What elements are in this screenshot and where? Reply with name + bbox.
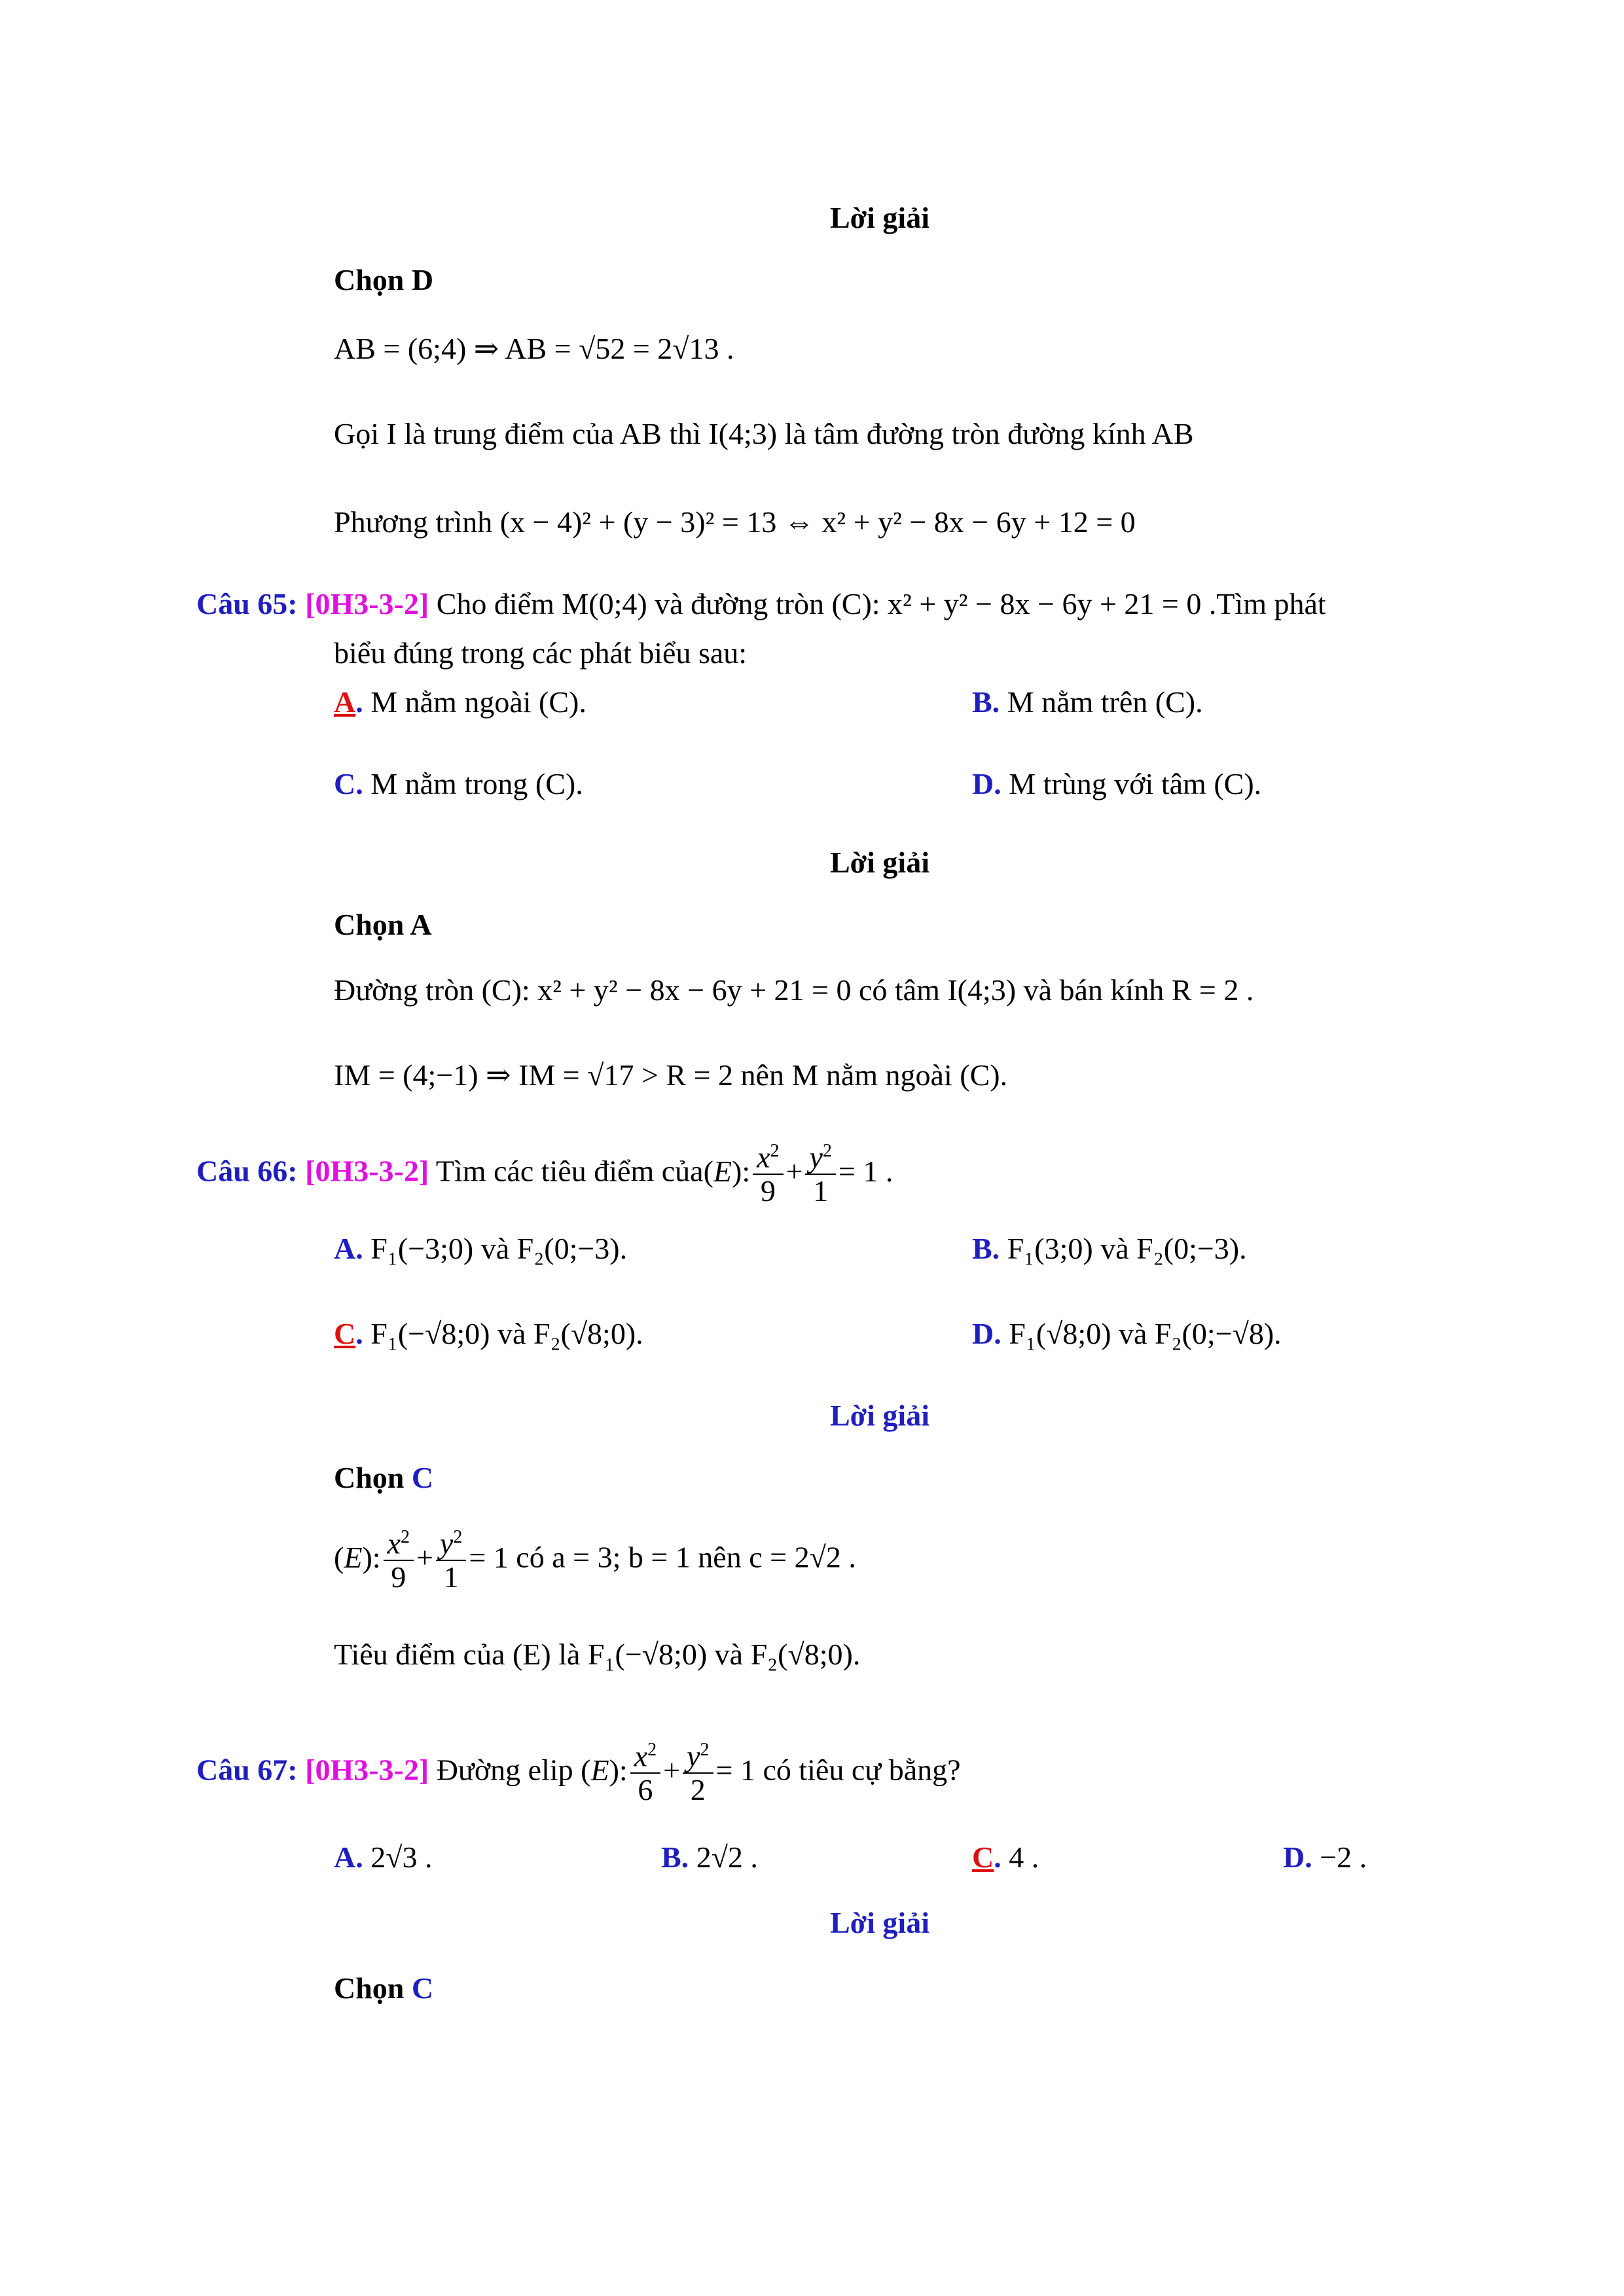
- option-key: A: [334, 685, 356, 719]
- option-key: A.: [334, 1840, 363, 1874]
- option-key: C: [972, 1840, 994, 1874]
- question-text-cont: biểu đúng trong các phát biểu sau:: [334, 636, 748, 670]
- solution-line: IM = (4;−1) ⇒ IM = √17 > R = 2 nên M nằm ngoài (C).: [334, 1058, 1008, 1092]
- solution-text: có a = 3; b = 1 nên c = 2√2 .: [516, 1540, 856, 1574]
- question-code: [0H3-3-2]: [305, 1154, 429, 1188]
- option-key: D.: [972, 767, 1001, 800]
- solution-line: [334, 1528, 856, 1592]
- option-key: B.: [661, 1840, 689, 1874]
- option-text: M trùng với tâm (C).: [1009, 767, 1262, 800]
- chosen-answer: Chọn A: [334, 908, 432, 941]
- option-key: C.: [334, 767, 363, 800]
- option-d[interactable]: [972, 1319, 1282, 1349]
- solution-line: Gọi I là trung điểm của AB thì I(4;3) là tâm đường tròn đường kính AB: [334, 417, 1194, 450]
- choose-prefix: Chọn: [334, 1971, 405, 2005]
- option-text: 2√3 .: [370, 1840, 433, 1874]
- option-key: D.: [1283, 1840, 1312, 1874]
- solution-heading: Lời giải: [830, 1906, 929, 1939]
- question-67: [196, 1741, 961, 1805]
- option-key: B.: [972, 1232, 1000, 1265]
- option-c[interactable]: [334, 769, 583, 799]
- option-d[interactable]: [972, 769, 1261, 799]
- question-label: Câu 67:: [196, 1753, 298, 1787]
- solution-heading: Lời giải: [830, 1399, 929, 1432]
- option-d[interactable]: [1283, 1842, 1367, 1873]
- question-66: [196, 1142, 893, 1206]
- option-text: F₁(−√8;0) và F₂(√8;0).: [370, 1317, 643, 1350]
- option-a[interactable]: A. M nằm ngoài (C).: [334, 685, 586, 719]
- chosen-answer: [334, 1973, 433, 2003]
- solution-line: Đường tròn (C): x² + y² − 8x − 6y + 21 = 0 có tâm I(4;3) và bán kính R = 2 .: [334, 973, 1254, 1007]
- question-code: [0H3-3-2]: [305, 587, 429, 620]
- choose-prefix: Chọn: [334, 1461, 405, 1494]
- solution-heading: Lời giải: [830, 201, 929, 234]
- option-key: D.: [972, 1317, 1001, 1350]
- option-c[interactable]: C. F₁(−√8;0) và F₂(√8;0).: [334, 1317, 643, 1350]
- option-a[interactable]: [334, 1234, 627, 1264]
- question-text: Đường elip: [436, 1753, 573, 1787]
- chosen-answer: Chọn D: [334, 263, 434, 296]
- option-key: A.: [334, 1232, 363, 1265]
- option-text: F₁(3;0) và F₂(0;−3).: [1007, 1232, 1247, 1265]
- option-key: B.: [972, 685, 1000, 719]
- question-text: Tìm các tiêu điểm của: [435, 1154, 704, 1188]
- solution-heading: Lời giải: [830, 846, 929, 879]
- option-text: F₁(√8;0) và F₂(0;−√8).: [1009, 1317, 1282, 1350]
- question-code: [0H3-3-2]: [305, 1753, 429, 1787]
- question-tail: có tiêu cự bằng?: [763, 1753, 961, 1787]
- option-text: F₁(−3;0) và F₂(0;−3).: [370, 1232, 628, 1265]
- option-text: −2 .: [1320, 1840, 1367, 1874]
- question-text: Cho điểm M(0;4) và đường tròn (C): x² + y² − 8x − 6y + 21 = 0 .Tìm phát: [436, 587, 1326, 620]
- option-text: M nằm ngoài (C).: [370, 685, 586, 719]
- ellipse-equation: (E): $\frac{x^2}{9}$ + $\frac{y^2}{1}$ = 1 .: [703, 1140, 893, 1208]
- question-label: Câu 66:: [196, 1154, 298, 1188]
- choose-key: C: [411, 1461, 434, 1494]
- choose-key: C: [411, 1971, 434, 2005]
- option-a[interactable]: [334, 1842, 432, 1873]
- option-text: 4 .: [1009, 1840, 1039, 1874]
- option-text: M nằm trên (C).: [1007, 685, 1203, 719]
- option-text: M nằm trong (C).: [370, 767, 583, 800]
- option-b[interactable]: [972, 687, 1203, 717]
- solution-line: Tiêu điểm của (E) là F₁(−√8;0) và F₂(√8;0).: [334, 1638, 861, 1671]
- option-b[interactable]: [661, 1842, 758, 1873]
- option-text: 2√2 .: [696, 1840, 758, 1874]
- question-label: Câu 65:: [196, 587, 298, 620]
- solution-line: AB = (6;4) ⇒ AB = √52 = 2√13 .: [334, 332, 734, 365]
- question-65: [196, 589, 1326, 619]
- option-key: C: [334, 1317, 356, 1350]
- ellipse-equation: (E): $\frac{x^2}{9}$ + $\frac{y^2}{1}$ = 1: [334, 1526, 509, 1594]
- solution-line: Phương trình (x − 4)² + (y − 3)² = 13 ⇔ x² + y² − 8x − 6y + 12 = 0: [334, 505, 1136, 539]
- option-b[interactable]: [972, 1234, 1247, 1264]
- ellipse-equation: (E): $\frac{x^2}{6}$ + $\frac{y^2}{2}$ = 1: [581, 1739, 755, 1807]
- option-c[interactable]: C. 4 .: [972, 1840, 1039, 1874]
- chosen-answer: [334, 1463, 433, 1493]
